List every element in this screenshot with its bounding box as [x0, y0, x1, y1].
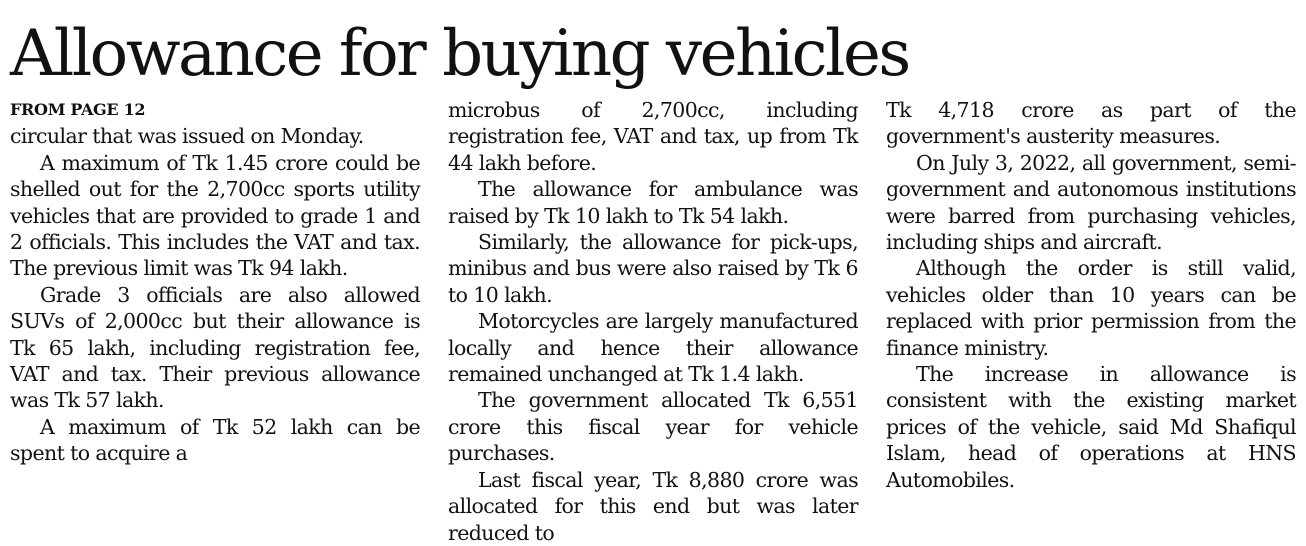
article-paragraph: Although the order is still valid, vehicles older than 10 years can be replaced with prior permission from the finance ministry.: [886, 256, 1296, 360]
article-paragraph: Grade 3 officials are also allowed SUVs of 2,000cc but their allowance is Tk 65 lakh, including registration fee, VAT and tax. Their previous allowance was Tk 57 lakh.: [10, 282, 420, 413]
paragraph-part: Last fiscal year, Tk 8,880 crore was allocated for this end but was later reduced to: [448, 467, 858, 545]
article-paragraph: Motorcycles are largely manufactured locally and hence their allowance remained unchanged at Tk 1.4 lakh.: [448, 309, 858, 387]
article-column-2: [448, 97, 858, 546]
article-paragraph: [10, 414, 420, 467]
paragraph-part: Tk 4,718 crore as part of the government's austerity measures.: [886, 98, 1296, 149]
article-paragraph: The increase in allowance is consistent with the existing market prices of the vehicle, said Md Shafiqul Islam, head of operations at HNS Automobiles.: [886, 362, 1296, 492]
article-paragraph: On July 3, 2022, all government, semi-government and autonomous institutions were barred from purchasing vehicles, including ships and aircraft.: [886, 150, 1296, 255]
headline: Allowance for buying vehicles: [10, 17, 909, 91]
article-paragraph-continued: [886, 97, 1296, 150]
article-column-1: [10, 97, 420, 467]
paragraph-part: microbus of 2,700cc, including registration fee, VAT and tax, up from Tk 44 lakh before.: [448, 98, 858, 175]
article-paragraph: [448, 467, 858, 546]
paragraph-part: A maximum of Tk 52 lakh can be spent to acquire a: [10, 414, 420, 466]
article-column-3: [886, 97, 1296, 493]
article-paragraph: circular that was issued on Monday.: [10, 124, 364, 149]
article-paragraph: The allowance for ambulance was raised by Tk 10 lakh to Tk 54 lakh.: [448, 177, 858, 228]
article-paragraph: A maximum of Tk 1.45 crore could be shelled out for the 2,700cc sports utility vehicles that are provided to grade 1 and 2 officials. This includes the VAT and tax. The previous limit was Tk 94 lakh.: [10, 150, 420, 281]
continuation-kicker: FROM PAGE 12: [10, 100, 146, 119]
article-paragraph: The government allocated Tk 6,551 crore this fiscal year for vehicle purchases.: [448, 388, 858, 466]
article-paragraph-continued: [448, 97, 858, 176]
article-paragraph: Similarly, the allowance for pick-ups, minibus and bus were also raised by Tk 6 to 10 lakh.: [448, 230, 858, 307]
